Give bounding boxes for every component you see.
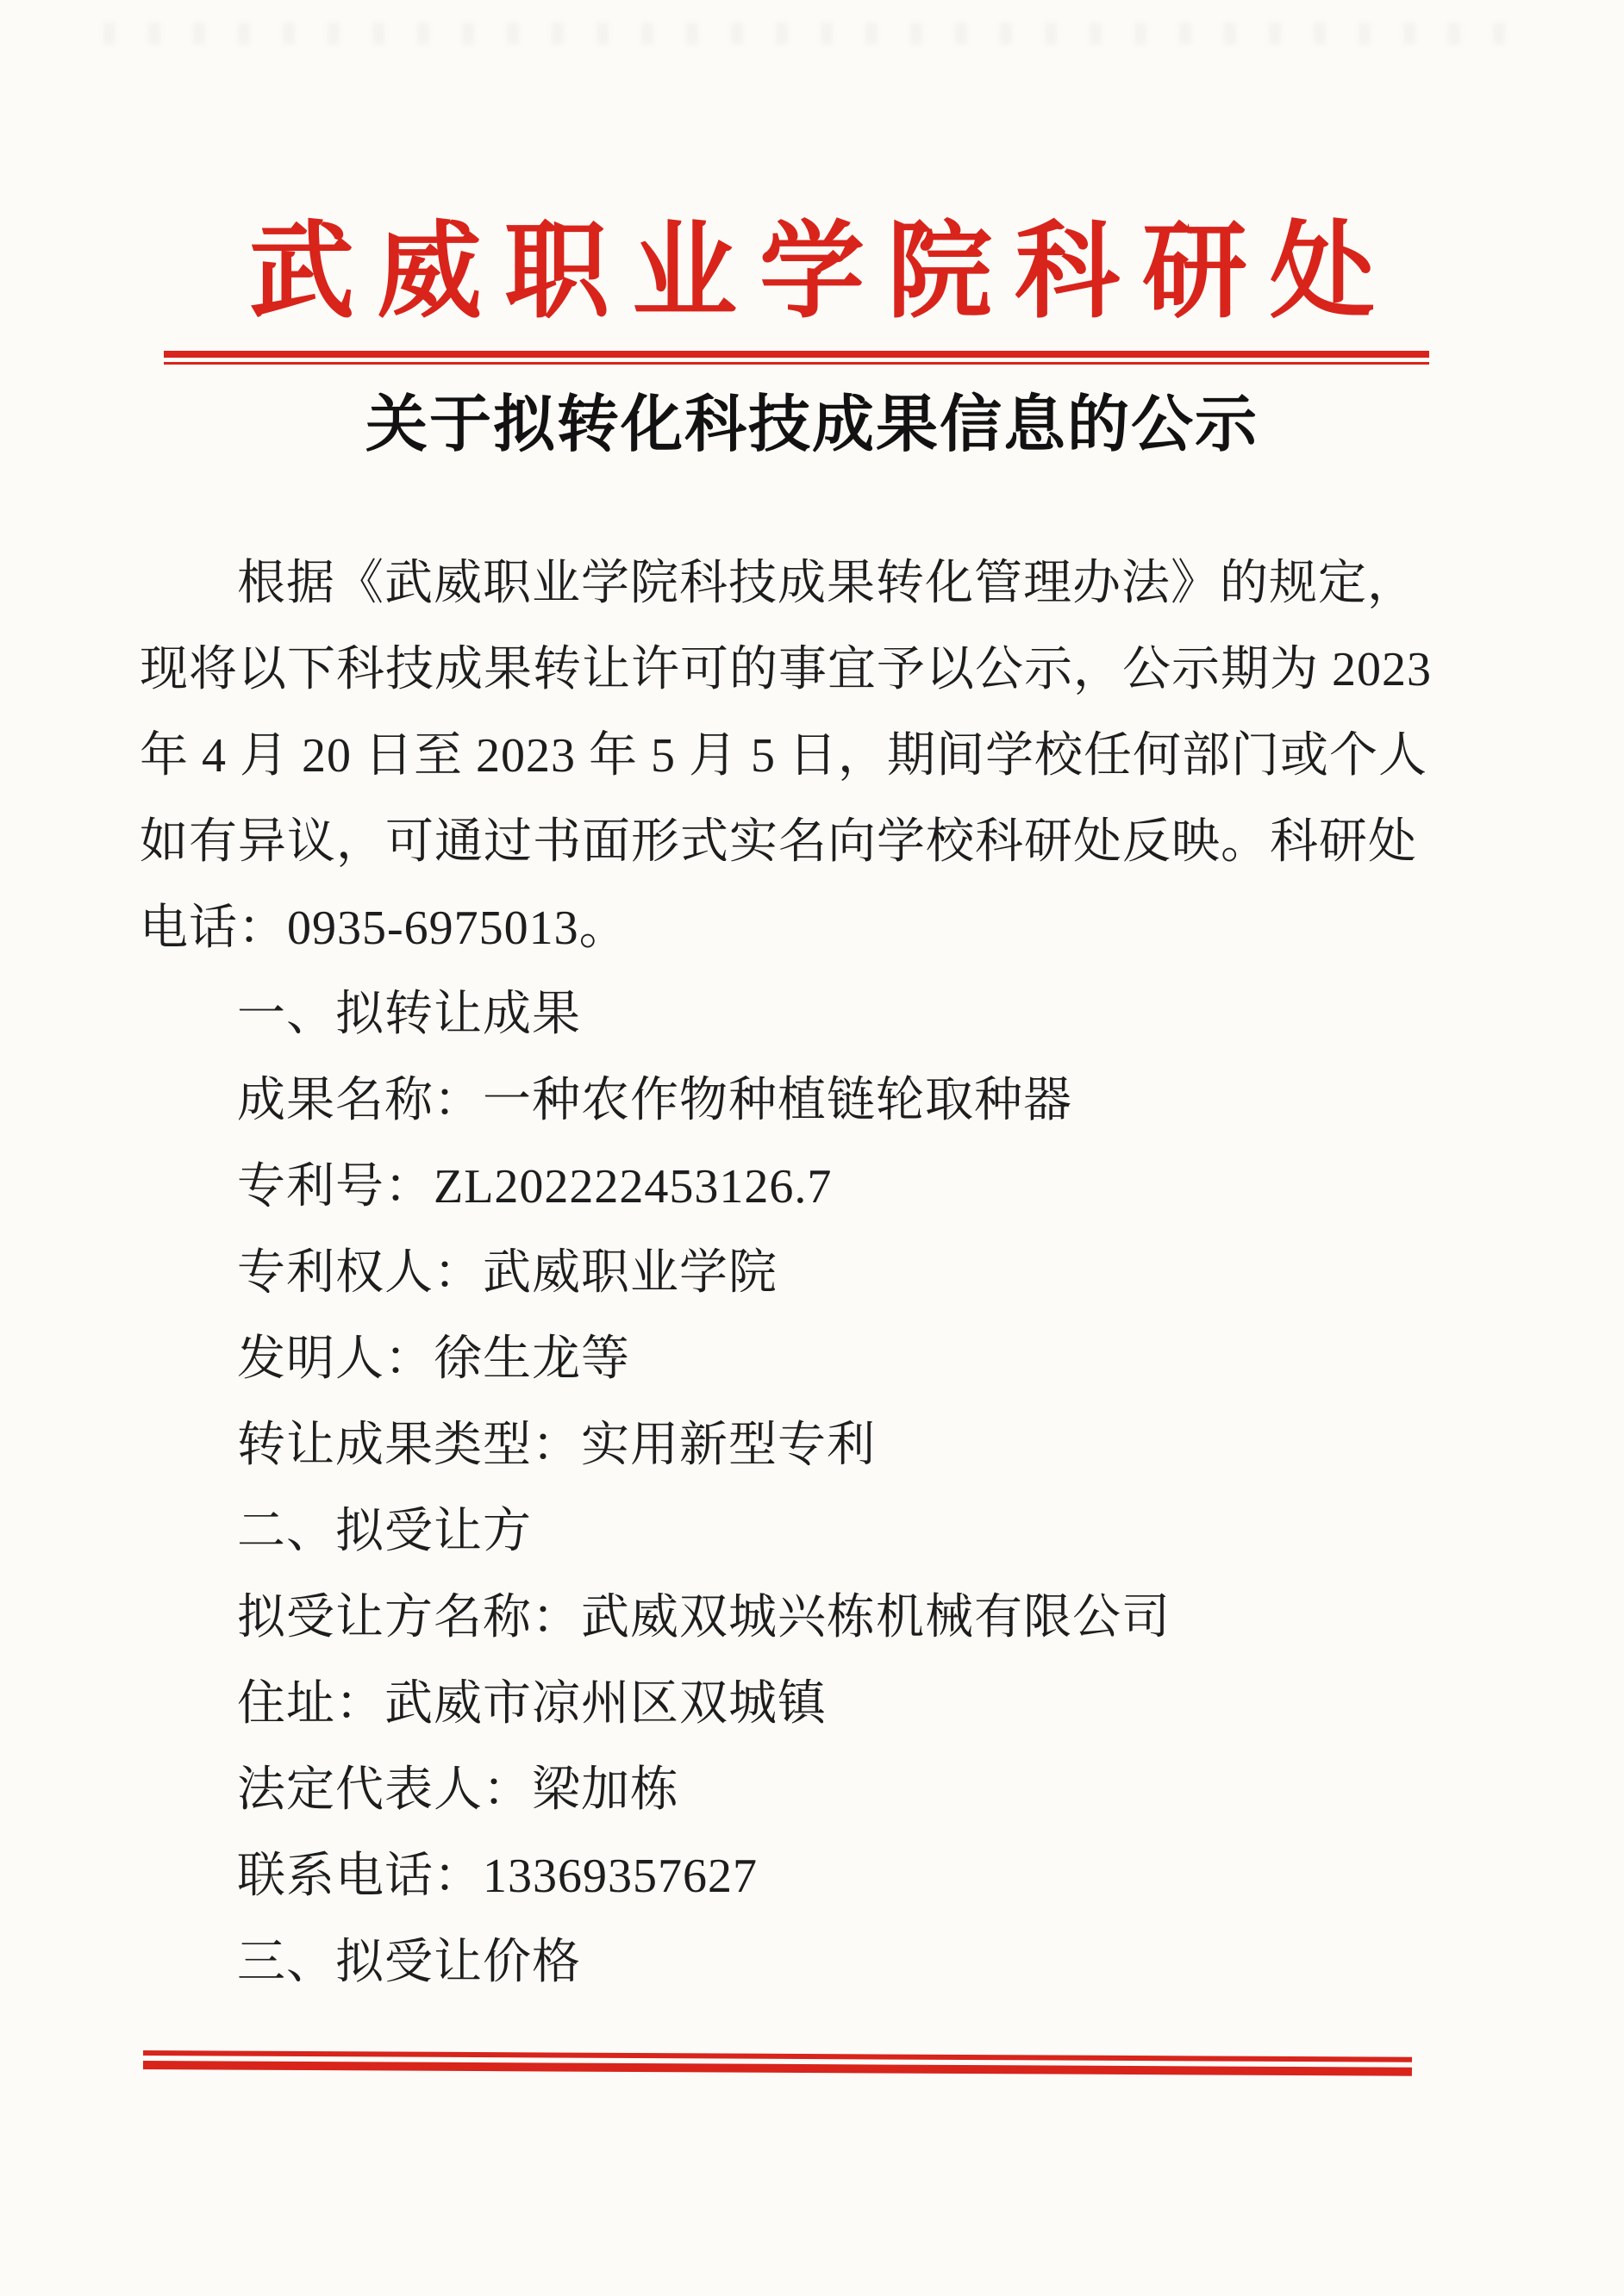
masthead-rule-thick bbox=[164, 351, 1429, 358]
masthead-org-title: 武威职业学院科研处 bbox=[249, 215, 1397, 331]
body-line: 转让成果类型：实用新型专利 bbox=[237, 1419, 876, 1472]
body-line: 电话：0935-6975013。 bbox=[140, 902, 628, 955]
body-line: 法定代表人：梁加栋 bbox=[237, 1763, 679, 1817]
body-line: 发明人：徐生龙等 bbox=[237, 1332, 630, 1386]
body-line: 拟受让方名称：武威双城兴栋机械有限公司 bbox=[237, 1591, 1171, 1644]
body-line: 现将以下科技成果转让许可的事宜予以公示，公示期为 2023 bbox=[140, 643, 1432, 696]
body-line: 一、拟转让成果 bbox=[237, 988, 581, 1041]
footer-rule-thick bbox=[143, 2061, 1412, 2076]
masthead-rule-thin bbox=[164, 362, 1429, 365]
body-line: 专利权人：武威职业学院 bbox=[237, 1246, 778, 1300]
body-line: 二、拟受让方 bbox=[237, 1505, 532, 1558]
masthead-double-rule bbox=[164, 351, 1429, 365]
footer-rule-thin bbox=[143, 2050, 1412, 2062]
scan-artifact bbox=[103, 22, 1521, 45]
footer-double-rule bbox=[143, 2050, 1412, 2076]
notice-title: 关于拟转化科技成果信息的公示 bbox=[365, 390, 1259, 459]
body-line: 三、拟受让价格 bbox=[237, 1936, 581, 1989]
body-line: 年 4 月 20 日至 2023 年 5 月 5 日，期间学校任何部门或个人 bbox=[140, 729, 1427, 783]
body-line: 根据《武威职业学院科技成果转化管理办法》的规定， bbox=[237, 557, 1416, 610]
body-line: 如有异议，可通过书面形式实名向学校科研处反映。科研处 bbox=[140, 815, 1417, 869]
notice-body bbox=[140, 540, 1500, 2006]
body-line: 住址：武威市凉州区双城镇 bbox=[237, 1677, 827, 1731]
body-line: 联系电话：13369357627 bbox=[237, 1850, 758, 1903]
body-line: 成果名称：一种农作物种植链轮取种器 bbox=[237, 1074, 1072, 1127]
body-line: 专利号：ZL202222453126.7 bbox=[237, 1160, 833, 1214]
